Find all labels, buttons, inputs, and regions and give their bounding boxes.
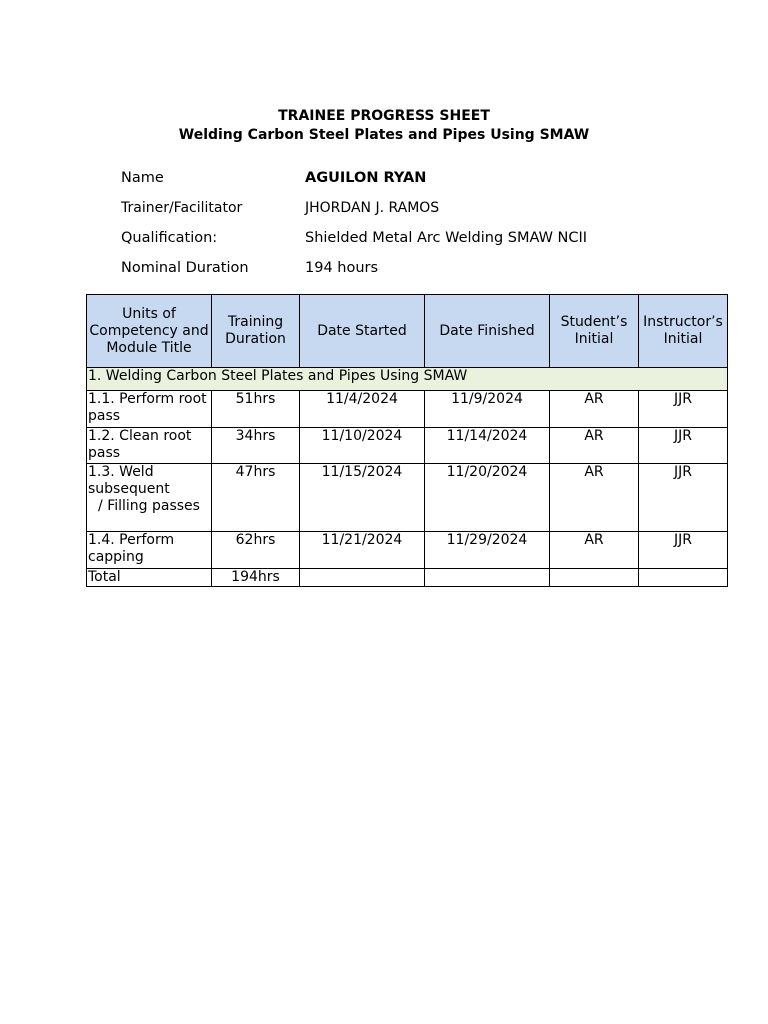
instructor-initial-cell: JJR — [639, 464, 728, 532]
document-title: TRAINEE PROGRESS SHEET — [278, 108, 490, 124]
name-value: AGUILON RYAN — [305, 170, 427, 186]
table-row — [87, 391, 728, 428]
empty-cell — [425, 569, 550, 587]
instructor-initial-cell: JJR — [639, 391, 728, 428]
progress-table — [86, 294, 728, 587]
date-started-cell: 11/15/2024 — [300, 464, 425, 532]
empty-cell — [639, 569, 728, 587]
total-row — [87, 569, 728, 587]
date-finished-cell: 11/9/2024 — [425, 391, 550, 428]
unit-cell: 1.2. Clean root pass — [87, 428, 212, 464]
header-training-duration: Training Duration — [212, 295, 300, 368]
total-duration: 194hrs — [212, 569, 300, 587]
duration-value: 194 hours — [305, 260, 379, 276]
table-row — [87, 428, 728, 464]
table-row — [87, 464, 728, 532]
duration-cell: 51hrs — [212, 391, 300, 428]
instructor-initial-cell: JJR — [639, 428, 728, 464]
date-finished-cell: 11/14/2024 — [425, 428, 550, 464]
date-started-cell: 11/21/2024 — [300, 532, 425, 569]
document-header — [0, 107, 768, 145]
total-label: Total — [87, 569, 212, 587]
duration-label: Nominal Duration — [121, 260, 249, 276]
unit-line-2: / Filling passes — [98, 498, 200, 514]
unit-cell: 1.1. Perform root pass — [87, 391, 212, 428]
duration-cell: 34hrs — [212, 428, 300, 464]
table-row — [87, 532, 728, 569]
empty-cell — [300, 569, 425, 587]
header-student-initial: Student’s Initial — [550, 295, 639, 368]
date-finished-cell: 11/29/2024 — [425, 532, 550, 569]
document-subtitle: Welding Carbon Steel Plates and Pipes Using SMAW — [178, 127, 590, 143]
unit-cell: 1.4. Perform capping — [87, 532, 212, 569]
trainer-label: Trainer/Facilitator — [121, 200, 243, 216]
student-initial-cell: AR — [550, 532, 639, 569]
header-units: Units of Competency and Module Title — [87, 295, 212, 368]
date-started-cell: 11/4/2024 — [300, 391, 425, 428]
header-instructor-initial: Instructor’s Initial — [639, 295, 728, 368]
header-date-started: Date Started — [300, 295, 425, 368]
student-initial-cell: AR — [550, 464, 639, 532]
header-date-finished: Date Finished — [425, 295, 550, 368]
duration-cell: 47hrs — [212, 464, 300, 532]
date-finished-cell: 11/20/2024 — [425, 464, 550, 532]
student-initial-cell: AR — [550, 391, 639, 428]
unit-line-1: 1.3. Weld subsequent — [88, 464, 170, 497]
duration-cell: 62hrs — [212, 532, 300, 569]
table-header-row — [87, 295, 728, 368]
unit-cell — [87, 464, 212, 532]
qualification-value: Shielded Metal Arc Welding SMAW NCII — [305, 230, 588, 246]
instructor-initial-cell: JJR — [639, 532, 728, 569]
student-initial-cell: AR — [550, 428, 639, 464]
date-started-cell: 11/10/2024 — [300, 428, 425, 464]
empty-cell — [550, 569, 639, 587]
trainer-value: JHORDAN J. RAMOS — [305, 200, 440, 216]
section-title: 1. Welding Carbon Steel Plates and Pipes Using SMAW — [87, 368, 728, 391]
qualification-label: Qualification: — [121, 230, 218, 246]
name-label: Name — [121, 170, 164, 186]
section-row — [87, 368, 728, 391]
